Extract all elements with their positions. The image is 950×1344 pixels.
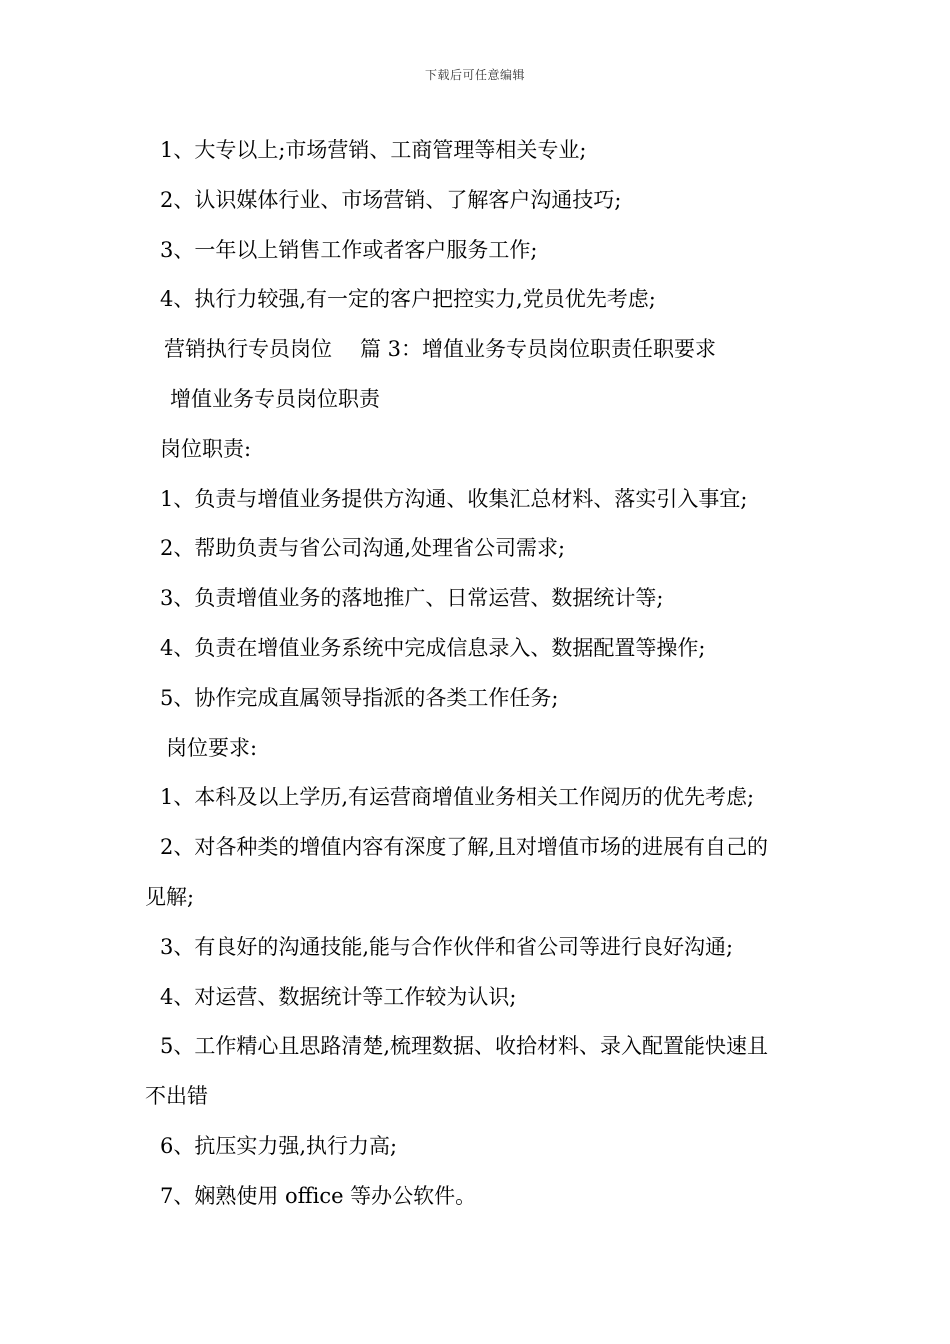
page-header: 下载后可任意编辑 [424,68,525,82]
duty-item-2: 2、帮助负责与省公司沟通,处理省公司需求; [160,536,566,561]
qualification-item-2: 2、对各种类的增值内容有深度了解,且对增值市场的进展有自己的 [160,835,769,860]
qualification-item-4: 4、对运营、数据统计等工作较为认识; [160,984,517,1009]
duty-item-1: 1、负责与增值业务提供方沟通、收集汇总材料、落实引入事宜; [160,486,748,511]
requirements-label: 岗位要求: [166,735,258,760]
duty-item-3: 3、负责增值业务的落地推广、日常运营、数据统计等; [160,586,664,611]
qualification-item-5-continued: 不出错 [145,1084,208,1109]
qualification-item-1: 1、本科及以上学历,有运营商增值业务相关工作阅历的优先考虑; [160,785,755,810]
qualification-item-7: 7、娴熟使用 office 等办公软件。 [160,1183,477,1208]
requirement-item-4: 4、执行力较强,有一定的客户把控实力,党员优先考虑; [160,287,656,312]
qualification-item-5: 5、工作精心且思路清楚,梳理数据、收拾材料、录入配置能快速且 [160,1034,769,1059]
qualification-item-2-continued: 见解; [145,884,195,909]
requirement-item-2: 2、认识媒体行业、市场营销、了解客户沟通技巧; [160,187,622,212]
section-heading [0,325,950,375]
requirement-item-1: 1、大专以上;市场营销、工商管理等相关专业; [160,138,587,162]
qualification-item-6: 6、抗压实力强,执行力高; [160,1133,398,1158]
document-body [0,126,950,1222]
requirement-item-3: 3、一年以上销售工作或者客户服务工作; [160,237,538,262]
duties-label: 岗位职责: [160,436,252,461]
subsection-title: 增值业务专员岗位职责 [170,386,380,411]
duty-item-5: 5、协作完成直属领导指派的各类工作任务; [160,685,559,710]
section-heading-left: 营销执行专员岗位 [164,337,332,362]
duty-item-4: 4、负责在增值业务系统中完成信息录入、数据配置等操作; [160,635,706,660]
section-heading-right: 篇 3：增值业务专员岗位职责任职要求 [360,337,717,362]
qualification-item-3: 3、有良好的沟通技能,能与合作伙伴和省公司等进行良好沟通; [160,934,734,959]
